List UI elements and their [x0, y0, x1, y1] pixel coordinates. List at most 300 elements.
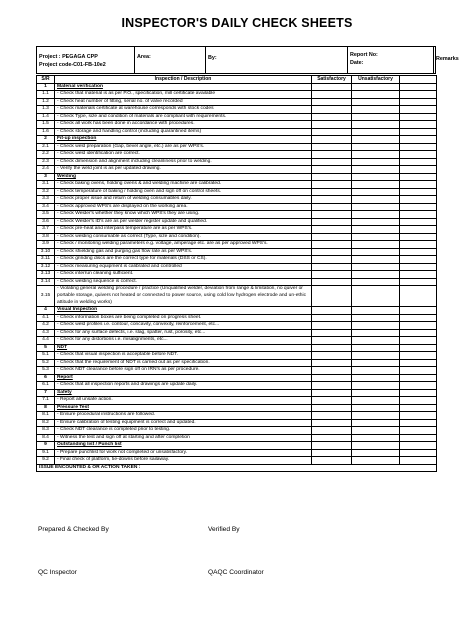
unsatisfactory-cell[interactable]: [352, 449, 400, 457]
checklist-row: [37, 113, 437, 121]
row-number: 3.11: [37, 256, 55, 264]
satisfactory-cell[interactable]: [312, 278, 352, 286]
unsatisfactory-cell[interactable]: [352, 329, 400, 337]
table-header-row: [37, 76, 437, 84]
check-description: - Check baking ovens, holding ovens & and welding machine are calibrated.: [55, 181, 312, 189]
unsatisfactory-cell[interactable]: [352, 218, 400, 226]
inspection-header: Inspection / Description: [55, 76, 312, 84]
row-number: 8.2: [37, 419, 55, 427]
row-number: 9: [37, 442, 55, 450]
remarks-entry-cell[interactable]: [400, 434, 437, 442]
unsatisfactory-cell[interactable]: [352, 271, 400, 279]
satisfactory-cell[interactable]: [312, 322, 352, 330]
unsatisfactory-cell[interactable]: [352, 83, 400, 91]
check-description: - Verify the weld joint is as per updated drawing.: [55, 166, 312, 174]
unsatisfactory-cell[interactable]: [352, 427, 400, 435]
unsatisfactory-cell[interactable]: [352, 128, 400, 136]
row-number: 2.3: [37, 158, 55, 166]
checklist-row: [37, 278, 437, 286]
section-row: [37, 136, 437, 144]
remarks-entry-cell[interactable]: [400, 427, 437, 435]
check-description: - Check measuring equipment is calibrated and controlled: [55, 263, 312, 271]
section-row: [37, 83, 437, 91]
unsatisfactory-cell[interactable]: [352, 374, 400, 382]
unsatisfactory-cell[interactable]: [352, 419, 400, 427]
checklist-row: [37, 427, 437, 435]
satisfactory-cell[interactable]: [312, 143, 352, 151]
satisfactory-cell[interactable]: [312, 442, 352, 450]
remarks-entry-cell[interactable]: [400, 322, 437, 330]
unsatisfactory-cell[interactable]: [352, 457, 400, 465]
row-number: 3.10: [37, 248, 55, 256]
check-description: - Check welding sequence is correct.: [55, 278, 312, 286]
remarks-entry-cell[interactable]: [400, 457, 437, 465]
check-description: - Check that material is as per P.O., specification, mill certificate available: [55, 91, 312, 99]
row-number: 3.6: [37, 218, 55, 226]
remarks-entry-cell[interactable]: [400, 359, 437, 367]
remarks-entry-cell[interactable]: [400, 136, 437, 144]
checklist-row: [37, 271, 437, 279]
remarks-entry-cell[interactable]: [400, 307, 437, 315]
checklist-row: [37, 248, 437, 256]
project-cell: [37, 47, 135, 73]
check-description: - Check for any distortions i.e. misalignments, etc...: [55, 337, 312, 345]
remarks-entry-cell[interactable]: [400, 374, 437, 382]
unsatisfactory-cell[interactable]: [352, 256, 400, 264]
remarks-entry-cell[interactable]: [400, 412, 437, 420]
unsatisfactory-cell[interactable]: [352, 337, 400, 345]
row-number: 3.15: [37, 286, 55, 307]
satisfactory-cell[interactable]: [312, 457, 352, 465]
satisfactory-cell[interactable]: [312, 307, 352, 315]
section-row: [37, 442, 437, 450]
section-row: [37, 307, 437, 315]
row-number: 3.8: [37, 233, 55, 241]
qaqc-coordinator-label: QAQC Coordinator: [208, 569, 264, 576]
check-description: - Check approved WPS's are displayed on the working area.: [55, 203, 312, 211]
row-number: 6: [37, 374, 55, 382]
row-number: 5.3: [37, 367, 55, 375]
unsatisfactory-header: Unsatisfactory: [352, 76, 400, 84]
remarks-entry-cell[interactable]: [400, 226, 437, 234]
remarks-entry-cell[interactable]: [400, 419, 437, 427]
checklist-row: [37, 359, 437, 367]
remarks-entry-cell[interactable]: [400, 256, 437, 264]
remarks-entry-cell[interactable]: [400, 389, 437, 397]
remarks-entry-cell[interactable]: [400, 241, 437, 249]
satisfactory-cell[interactable]: [312, 337, 352, 345]
unsatisfactory-cell[interactable]: [352, 241, 400, 249]
remarks-entry-cell[interactable]: [400, 278, 437, 286]
row-number: 5: [37, 344, 55, 352]
row-number: 3.12: [37, 263, 55, 271]
remarks-cell: [434, 47, 471, 73]
remarks-entry-cell[interactable]: [400, 121, 437, 129]
satisfactory-cell[interactable]: [312, 158, 352, 166]
remarks-entry-cell[interactable]: [400, 143, 437, 151]
unsatisfactory-cell[interactable]: [352, 382, 400, 390]
satisfactory-cell[interactable]: [312, 263, 352, 271]
row-number: 2.2: [37, 151, 55, 159]
remarks-entry-cell[interactable]: [400, 344, 437, 352]
remarks-entry-cell[interactable]: [400, 352, 437, 360]
row-number: 1: [37, 83, 55, 91]
project-name: Project : PEGAGA CPP: [39, 54, 98, 60]
remarks-entry-cell[interactable]: [400, 233, 437, 241]
row-number: 3.1: [37, 181, 55, 189]
unsatisfactory-cell[interactable]: [352, 211, 400, 219]
satisfactory-cell[interactable]: [312, 359, 352, 367]
checklist-row: [37, 128, 437, 136]
row-number: 8.1: [37, 412, 55, 420]
row-number: 3: [37, 173, 55, 181]
satisfactory-cell[interactable]: [312, 419, 352, 427]
check-description: - Check weld identification are correct.: [55, 151, 312, 159]
remarks-entry-cell[interactable]: [400, 83, 437, 91]
row-number: 1.6: [37, 128, 55, 136]
section-row: [37, 404, 437, 412]
row-number: 4.3: [37, 329, 55, 337]
satisfactory-cell[interactable]: [312, 397, 352, 405]
by-cell: [206, 47, 348, 73]
checklist-row: [37, 256, 437, 264]
remarks-entry-cell[interactable]: [400, 196, 437, 204]
unsatisfactory-cell[interactable]: [352, 98, 400, 106]
satisfactory-cell[interactable]: [312, 256, 352, 264]
unsatisfactory-cell[interactable]: [352, 434, 400, 442]
section-title: NDT: [55, 344, 312, 352]
satisfactory-cell[interactable]: [312, 241, 352, 249]
check-description: - Check pre-heat and interpass temperature are as per WPS's.: [55, 226, 312, 234]
row-number: 7.1: [37, 397, 55, 405]
remarks-entry-cell[interactable]: [400, 404, 437, 412]
checklist-row: [37, 337, 437, 345]
row-number: 3.5: [37, 211, 55, 219]
satisfactory-cell[interactable]: [312, 136, 352, 144]
remarks-entry-cell[interactable]: [400, 173, 437, 181]
checklist-row: [37, 203, 437, 211]
row-number: 4.1: [37, 314, 55, 322]
unsatisfactory-cell[interactable]: [352, 367, 400, 375]
checklist-row: [37, 158, 437, 166]
row-number: 8: [37, 404, 55, 412]
unsatisfactory-cell[interactable]: [352, 307, 400, 315]
satisfactory-cell[interactable]: [312, 434, 352, 442]
check-description: - Check Welder's ID's are as per welder register update and qualified.: [55, 218, 312, 226]
check-description: - Check Welder's whether they know which WPS's they are using.: [55, 211, 312, 219]
row-number: 4.2: [37, 322, 55, 330]
check-description: - Check all work has been done in accordance with procedures.: [55, 121, 312, 129]
section-title: Visual Inspection: [55, 307, 312, 315]
check-description: - Check information boxes are being completed on progress sheet.: [55, 314, 312, 322]
check-description: - Check weld preparation (Gap, bevel angle, etc.) are as per WPS's.: [55, 143, 312, 151]
satisfactory-cell[interactable]: [312, 314, 352, 322]
check-description: - Violating general welding procedure / practice (Unqualified welder, deviation from range & limitation, no quiver or portable storage, quivers not heated or connected to power source, using cold low hydrogen electrode and un-ethic attitude in welding works): [55, 286, 312, 307]
check-description: - Witness the test and sign off at starting and after completion: [55, 434, 312, 442]
satisfactory-cell[interactable]: [312, 128, 352, 136]
section-title: Safety: [55, 389, 312, 397]
check-description: - Check proper issue and return of welding consumables daily.: [55, 196, 312, 204]
check-description: - Final check of platform, tie-downs before sailaway.: [55, 457, 312, 465]
row-number: 7: [37, 389, 55, 397]
satisfactory-cell[interactable]: [312, 203, 352, 211]
unsatisfactory-cell[interactable]: [352, 136, 400, 144]
check-description: - Check dimension and alignment including cleanliness prior to welding.: [55, 158, 312, 166]
satisfactory-cell[interactable]: [312, 344, 352, 352]
unsatisfactory-cell[interactable]: [352, 113, 400, 121]
checklist-row: [37, 352, 437, 360]
row-number: 3.14: [37, 278, 55, 286]
satisfactory-cell[interactable]: [312, 404, 352, 412]
unsatisfactory-cell[interactable]: [352, 173, 400, 181]
satisfactory-cell[interactable]: [312, 427, 352, 435]
satisfactory-cell[interactable]: [312, 196, 352, 204]
report-cell: [348, 47, 434, 73]
check-description: - Prepare punchlist for work not completed or unsatisfactory.: [55, 449, 312, 457]
check-description: - Check interrun cleaning sufficient.: [55, 271, 312, 279]
satisfactory-cell[interactable]: [312, 218, 352, 226]
unsatisfactory-cell[interactable]: [352, 322, 400, 330]
satisfactory-cell[interactable]: [312, 233, 352, 241]
remarks-entry-cell[interactable]: [400, 151, 437, 159]
row-number: 3.4: [37, 203, 55, 211]
checklist-row: [37, 241, 437, 249]
check-description: - Check NDT clearance is completed prior to testing.: [55, 427, 312, 435]
checklist-row: [37, 367, 437, 375]
row-number: 2.4: [37, 166, 55, 174]
row-number: 5.1: [37, 352, 55, 360]
check-description: - Check heat number of fitting, serial no. of valve recorded: [55, 98, 312, 106]
remarks-entry-cell[interactable]: [400, 181, 437, 189]
satisfactory-cell[interactable]: [312, 181, 352, 189]
row-number: 1.2: [37, 98, 55, 106]
check-description: - Check that visual inspection is acceptable before NDT.: [55, 352, 312, 360]
check-description: - Check weld profiles i.e. contour, concavity, convexity, reinforcement, etc...: [55, 322, 312, 330]
date-label: Date:: [350, 60, 364, 66]
unsatisfactory-cell[interactable]: [352, 397, 400, 405]
remarks-entry-cell[interactable]: [400, 263, 437, 271]
remarks-entry-cell[interactable]: [400, 211, 437, 219]
remarks-entry-cell[interactable]: [400, 106, 437, 114]
unsatisfactory-cell[interactable]: [352, 248, 400, 256]
satisfactory-cell[interactable]: [312, 412, 352, 420]
remarks-entry-cell[interactable]: [400, 158, 437, 166]
unsatisfactory-cell[interactable]: [352, 233, 400, 241]
checklist-row: [37, 397, 437, 405]
remarks-entry-cell[interactable]: [400, 382, 437, 390]
area-label: Area:: [137, 54, 151, 60]
checklist-table: [36, 75, 437, 472]
row-number: 4: [37, 307, 55, 315]
remarks-entry-cell[interactable]: [400, 442, 437, 450]
remarks-entry-cell[interactable]: [400, 203, 437, 211]
row-number: 9.1: [37, 449, 55, 457]
satisfactory-cell[interactable]: [312, 286, 352, 307]
remarks-entry-cell[interactable]: [400, 271, 437, 279]
satisfactory-cell[interactable]: [312, 83, 352, 91]
section-row: [37, 389, 437, 397]
qc-inspector-label: QC Inspector: [38, 569, 77, 576]
checklist-row: [37, 181, 437, 189]
check-description: - Check NDT clearance before sign off on IRN's as per procedure.: [55, 367, 312, 375]
satisfactory-cell[interactable]: [312, 329, 352, 337]
unsatisfactory-cell[interactable]: [352, 263, 400, 271]
checklist-row: [37, 196, 437, 204]
satisfactory-cell[interactable]: [312, 226, 352, 234]
satisfactory-cell[interactable]: [312, 449, 352, 457]
verified-by-label: Verified By: [208, 526, 240, 533]
row-number: 1.1: [37, 91, 55, 99]
section-title: Material verification: [55, 83, 312, 91]
unsatisfactory-cell[interactable]: [352, 226, 400, 234]
remarks-entry-cell[interactable]: [400, 113, 437, 121]
remarks-entry-cell[interactable]: [400, 188, 437, 196]
remarks-entry-cell[interactable]: [400, 218, 437, 226]
remarks-entry-cell[interactable]: [400, 329, 437, 337]
check-description: - Check grinding discs are the correct type for materials (DSS or CS).: [55, 256, 312, 264]
satisfactory-cell[interactable]: [312, 173, 352, 181]
remarks-entry-cell[interactable]: [400, 367, 437, 375]
checklist-row: [37, 314, 437, 322]
sr-header: S/R: [37, 76, 55, 84]
satisfactory-cell[interactable]: [312, 211, 352, 219]
report-no-label: Report No:: [350, 52, 378, 58]
checklist-body: [37, 83, 437, 464]
section-row: [37, 374, 437, 382]
unsatisfactory-cell[interactable]: [352, 359, 400, 367]
check-description: - Check for any surface defects, i.e. slag, spatter, rust, porosity, etc...: [55, 329, 312, 337]
check-description: - Ensure procedural instructions are followed.: [55, 412, 312, 420]
remarks-entry-cell[interactable]: [400, 286, 437, 307]
checklist-row: [37, 106, 437, 114]
checklist-row: [37, 329, 437, 337]
remarks-entry-cell[interactable]: [400, 248, 437, 256]
row-number: 9.2: [37, 457, 55, 465]
row-number: 2: [37, 136, 55, 144]
remarks-entry-cell[interactable]: [400, 449, 437, 457]
unsatisfactory-cell[interactable]: [352, 344, 400, 352]
check-description: - Check temperature of baking / holding oven and sign off on control sheets.: [55, 188, 312, 196]
check-description: - Check storage and handling control (including quarantined items): [55, 128, 312, 136]
check-description: - Check welding consumable as correct (Type, size and condition).: [55, 233, 312, 241]
unsatisfactory-cell[interactable]: [352, 442, 400, 450]
unsatisfactory-cell[interactable]: [352, 286, 400, 307]
checklist-row: [37, 98, 437, 106]
checklist-row: [37, 188, 437, 196]
satisfactory-cell[interactable]: [312, 271, 352, 279]
unsatisfactory-cell[interactable]: [352, 143, 400, 151]
checklist-row: [37, 286, 437, 307]
check-description: - Ensure calibration of testing equipment is correct and updated.: [55, 419, 312, 427]
row-number: 2.1: [37, 143, 55, 151]
checklist-row: [37, 263, 437, 271]
unsatisfactory-cell[interactable]: [352, 278, 400, 286]
satisfactory-cell[interactable]: [312, 151, 352, 159]
row-number: 8.4: [37, 434, 55, 442]
by-label: By:: [208, 55, 217, 61]
unsatisfactory-cell[interactable]: [352, 196, 400, 204]
satisfactory-header: Satisfactory: [312, 76, 352, 84]
row-number: 3.3: [37, 196, 55, 204]
satisfactory-cell[interactable]: [312, 98, 352, 106]
remarks-entry-cell[interactable]: [400, 128, 437, 136]
unsatisfactory-cell[interactable]: [352, 352, 400, 360]
satisfactory-cell[interactable]: [312, 113, 352, 121]
unsatisfactory-cell[interactable]: [352, 181, 400, 189]
checklist-row: [37, 434, 437, 442]
row-number: 8.3: [37, 427, 55, 435]
area-cell: [135, 47, 206, 73]
unsatisfactory-cell[interactable]: [352, 166, 400, 174]
check-description: - Check that all inspection reports and drawings are update daily.: [55, 382, 312, 390]
unsatisfactory-cell[interactable]: [352, 106, 400, 114]
checklist-row: [37, 382, 437, 390]
satisfactory-cell[interactable]: [312, 91, 352, 99]
satisfactory-cell[interactable]: [312, 352, 352, 360]
unsatisfactory-cell[interactable]: [352, 389, 400, 397]
remarks-entry-cell[interactable]: [400, 166, 437, 174]
section-title: Welding: [55, 173, 312, 181]
checklist-row: [37, 143, 437, 151]
row-number: 4.4: [37, 337, 55, 345]
unsatisfactory-cell[interactable]: [352, 412, 400, 420]
issue-label[interactable]: ISSUE ENCOUNTED & OR ACTION TAKEN :: [37, 464, 437, 472]
row-number: 5.2: [37, 359, 55, 367]
row-number: 1.5: [37, 121, 55, 129]
unsatisfactory-cell[interactable]: [352, 314, 400, 322]
remarks-label: Remarks: [436, 56, 459, 62]
unsatisfactory-cell[interactable]: [352, 121, 400, 129]
unsatisfactory-cell[interactable]: [352, 158, 400, 166]
checklist-row: [37, 151, 437, 159]
satisfactory-cell[interactable]: [312, 248, 352, 256]
remarks-entry-cell[interactable]: [400, 337, 437, 345]
remarks-entry-cell[interactable]: [400, 91, 437, 99]
checklist-row: [37, 457, 437, 465]
checklist-row: [37, 91, 437, 99]
satisfactory-cell[interactable]: [312, 374, 352, 382]
unsatisfactory-cell[interactable]: [352, 91, 400, 99]
checklist-row: [37, 412, 437, 420]
section-title: Outstanding list / Punch list: [55, 442, 312, 450]
section-row: [37, 344, 437, 352]
checklist-row: [37, 166, 437, 174]
satisfactory-cell[interactable]: [312, 188, 352, 196]
project-header: [36, 46, 459, 74]
remarks-entry-cell[interactable]: [400, 98, 437, 106]
satisfactory-cell[interactable]: [312, 367, 352, 375]
check-description: - Check / monitoring welding parameters e.g. voltage, amperage etc. are as per approved WPS's.: [55, 241, 312, 249]
satisfactory-cell[interactable]: [312, 166, 352, 174]
checklist-row: [37, 121, 437, 129]
satisfactory-cell[interactable]: [312, 382, 352, 390]
unsatisfactory-cell[interactable]: [352, 203, 400, 211]
section-title: Fit-up inspection: [55, 136, 312, 144]
satisfactory-cell[interactable]: [312, 389, 352, 397]
section-title: Pressure Test: [55, 404, 312, 412]
checklist-row: [37, 233, 437, 241]
remarks-entry-cell[interactable]: [400, 314, 437, 322]
remarks-entry-cell[interactable]: [400, 397, 437, 405]
unsatisfactory-cell[interactable]: [352, 188, 400, 196]
satisfactory-cell[interactable]: [312, 121, 352, 129]
row-number: 1.4: [37, 113, 55, 121]
unsatisfactory-cell[interactable]: [352, 404, 400, 412]
section-title: Report: [55, 374, 312, 382]
unsatisfactory-cell[interactable]: [352, 151, 400, 159]
check-description: - Check that the requirement of NDT is carried out as per specification.: [55, 359, 312, 367]
satisfactory-cell[interactable]: [312, 106, 352, 114]
